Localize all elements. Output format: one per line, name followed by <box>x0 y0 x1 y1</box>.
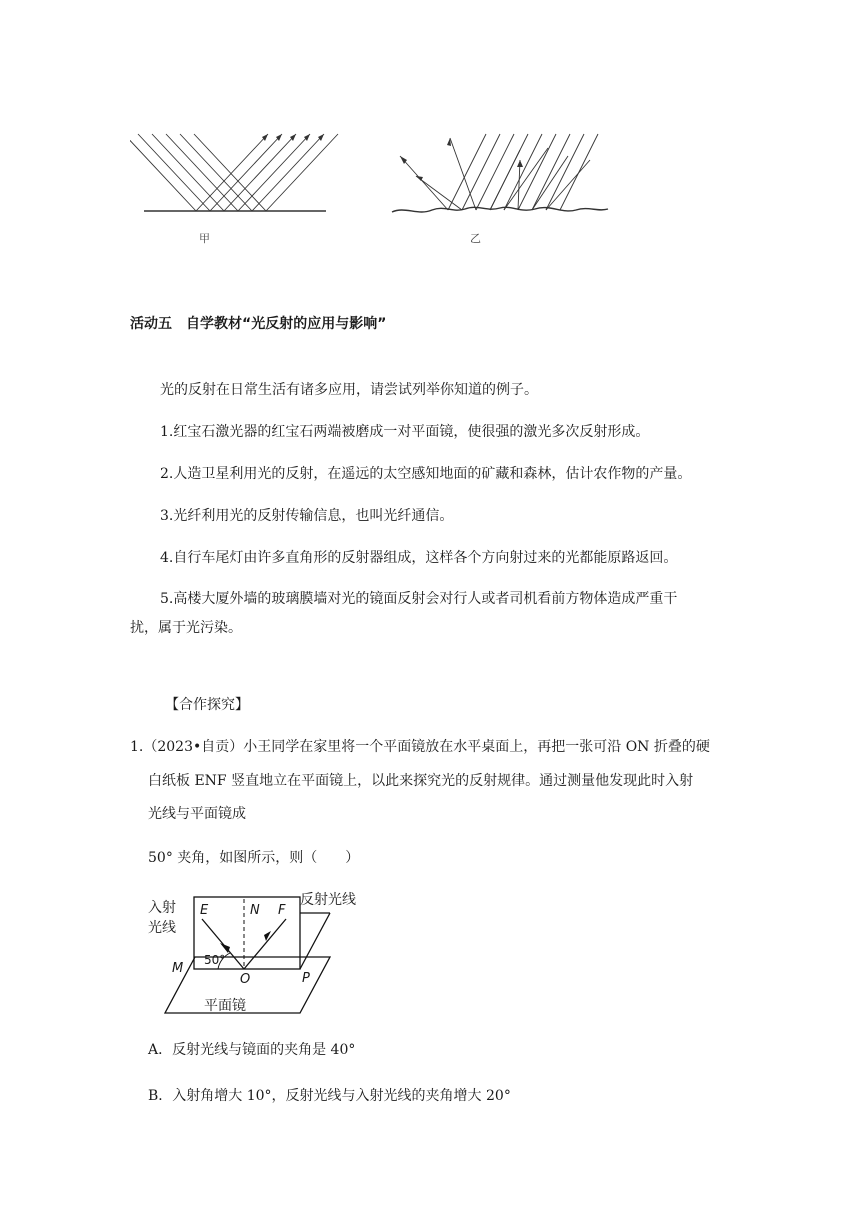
mirror-label: 平面镜 <box>204 998 246 1014</box>
point-M-label: M <box>172 961 184 976</box>
intro-text: 光的反射在日常生活有诸多应用，请尝试列举你知道的例子。 <box>160 382 538 398</box>
point-P-label: P <box>302 971 310 986</box>
question-text: 光线与平面镜成 <box>148 806 246 822</box>
question-text: 1.（2023•自贡）小王同学在家里将一个平面镜放在水平桌面上，再把一张可沿 ON 折叠的硬 <box>130 739 710 755</box>
point-F-label: F <box>278 903 286 918</box>
angle-label: 50° <box>204 953 226 967</box>
question-text: 白纸板 ENF 竖直地立在平面镜上，以此来探究光的反射规律。通过测量他发现此时入射 <box>148 773 694 789</box>
example-item: 4.自行车尾灯由许多直角形的反射器组成，这样各个方向射过来的光都能原路返回。 <box>160 550 678 566</box>
example-item: 5.高楼大厦外墙的玻璃膜墙对光的镜面反射会对行人或者司机看前方物体造成严重干 <box>160 591 678 607</box>
example-item-continued: 扰，属于光污染。 <box>130 620 242 636</box>
example-item: 2.人造卫星利用光的反射，在遥远的太空感知地面的矿藏和森林，估计农作物的产量。 <box>160 466 692 482</box>
incident-ray-label: 光线 <box>148 920 176 936</box>
example-item: 1.红宝石激光器的红宝石两端被磨成一对平面镜，使很强的激光多次反射形成。 <box>160 424 650 440</box>
option-a: A．反射光线与镜面的夹角是 40° <box>148 1042 356 1058</box>
point-O-label: O <box>240 972 251 987</box>
diffuse-reflection-figure <box>390 120 610 230</box>
point-N-label: N <box>250 903 260 918</box>
example-item: 3.光纤利用光的反射传输信息，也叫光纤通信。 <box>160 508 454 524</box>
question-text: 50° 夹角，如图所示，则（ ） <box>148 850 360 866</box>
reflected-ray-label: 反射光线 <box>300 892 356 908</box>
point-E-label: E <box>200 903 209 918</box>
coop-title: 【合作探究】 <box>165 697 249 713</box>
figure-caption-jia: 甲 <box>199 232 210 245</box>
section-title: 活动五 自学教材“光反射的应用与影响” <box>130 316 387 332</box>
figure-caption-yi: 乙 <box>470 232 481 245</box>
incident-ray-label: 入射 <box>148 900 176 916</box>
reflection-diagram <box>140 885 380 1020</box>
option-b: B．入射角增大 10°，反射光线与入射光线的夹角增大 20° <box>148 1088 511 1104</box>
specular-reflection-figure <box>130 120 340 230</box>
